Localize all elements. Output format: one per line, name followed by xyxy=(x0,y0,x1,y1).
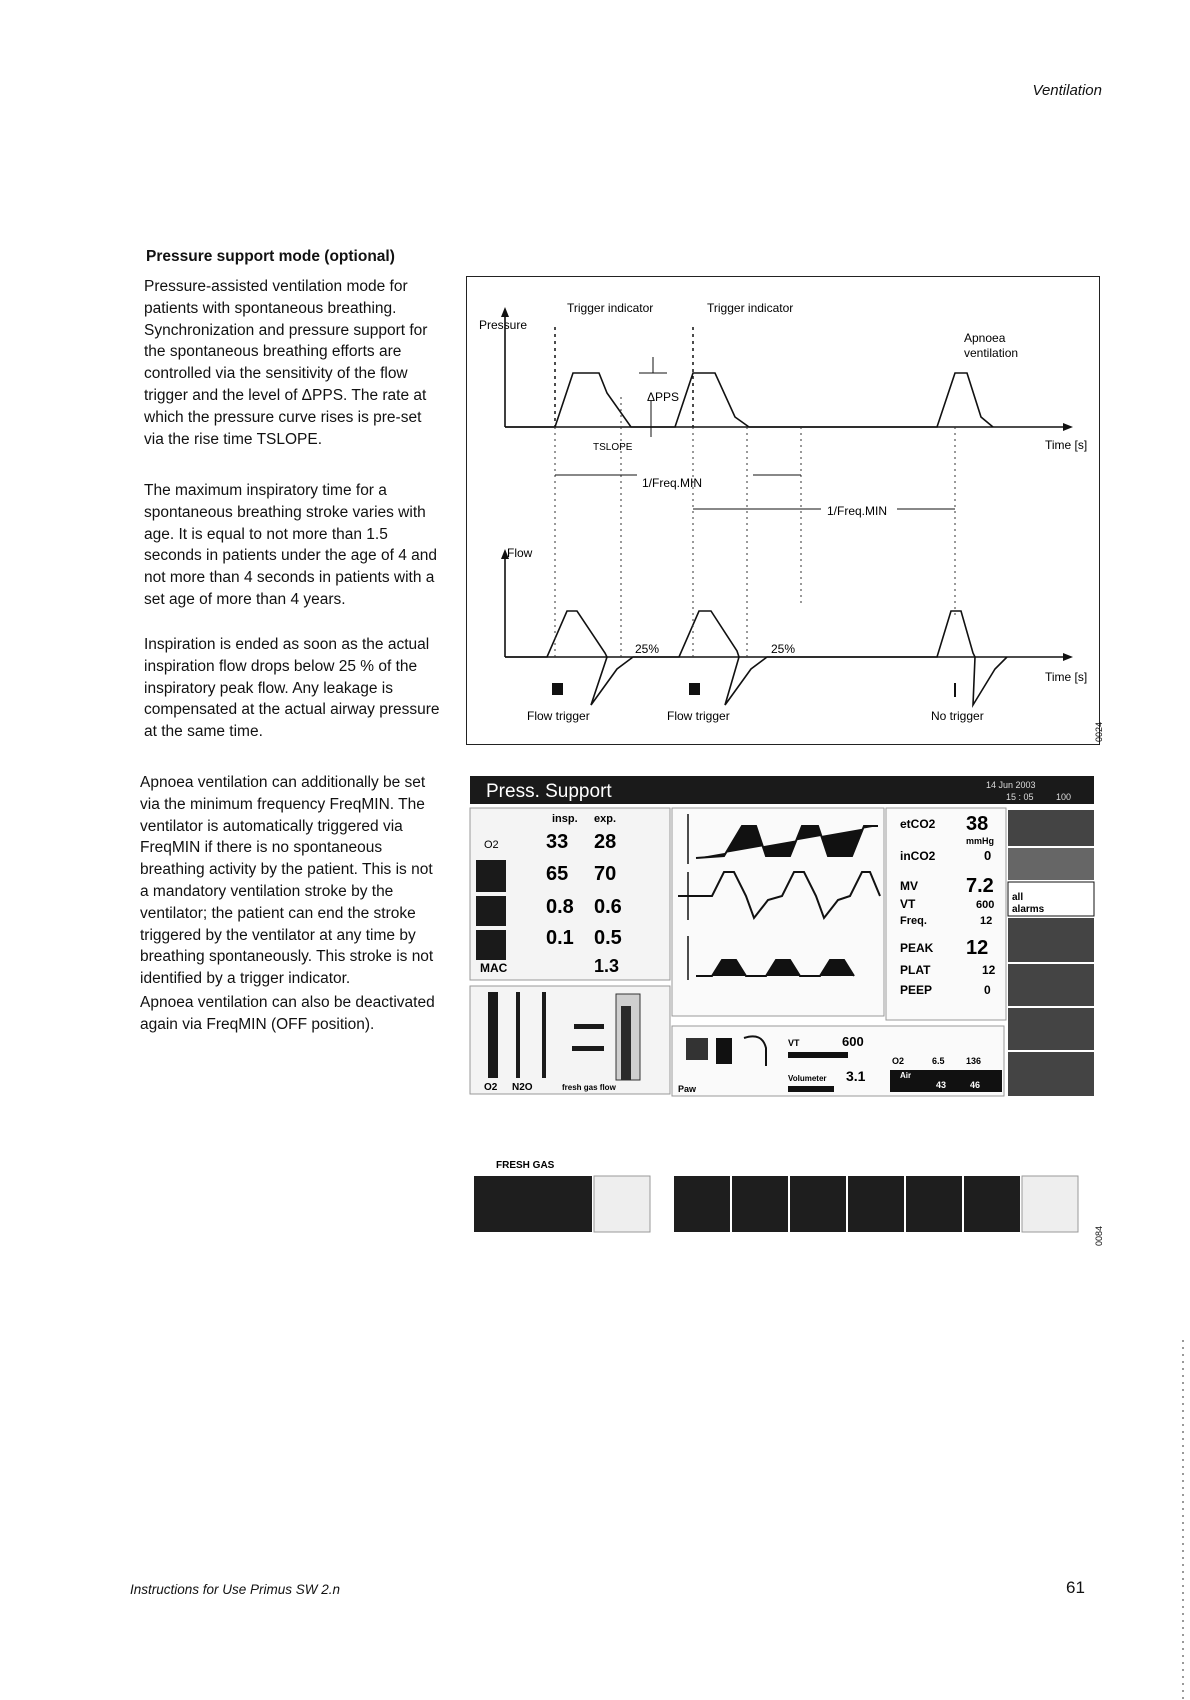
agent-color-block-2 xyxy=(476,896,506,926)
time-axis-label-top: Time [s] xyxy=(1045,438,1088,452)
time-axis-label-bottom: Time [s] xyxy=(1045,670,1088,684)
softkey-4 xyxy=(1008,964,1094,1006)
flow-marker-2 xyxy=(572,1046,604,1051)
flow-waveform xyxy=(505,611,1007,705)
paragraph-insp-end: Inspiration is ended as soon as the actual inspiration flow drops below 25 % of the inspiratory peak flow. Any leakage is compensated at the actual airway pressure at the same time. xyxy=(144,636,440,741)
peep-label: PEEP xyxy=(900,983,933,997)
plat-label: PLAT xyxy=(900,963,931,977)
inco2-value: 0 xyxy=(984,848,992,863)
agent-color-block-1 xyxy=(476,860,506,892)
bottom-key-3 xyxy=(674,1176,730,1232)
fresh-gas-label: FRESH GAS xyxy=(496,1160,555,1171)
paw-waveform xyxy=(696,960,854,976)
bottom-key-2 xyxy=(594,1176,650,1232)
no-trigger-label: No trigger xyxy=(931,709,984,723)
heading: Pressure support mode (optional) xyxy=(146,248,395,265)
delta-pps-label: ΔPPS xyxy=(647,390,680,404)
bottom-key-5 xyxy=(790,1176,846,1232)
absorber-icon xyxy=(716,1038,732,1064)
pressure-waveform xyxy=(505,373,993,427)
figure1-tag: 0024 xyxy=(1094,721,1104,742)
vt-bar xyxy=(788,1052,848,1058)
all-alarms-label-2: alarms xyxy=(1012,904,1045,915)
gas-row-3-exp: 0.6 xyxy=(594,896,622,918)
pct25-label-1: 25% xyxy=(635,642,660,656)
ventilator-screen-figure xyxy=(466,776,1098,1242)
pct25-label-2: 25% xyxy=(771,642,796,656)
freq-min-label-2: 1/Freq.MIN xyxy=(827,504,888,518)
bottom-key-9 xyxy=(1022,1176,1078,1232)
o2-flow-label: O2 xyxy=(892,1056,905,1066)
mv-label: MV xyxy=(900,879,918,893)
apnoea-ventilation-label: ventilation xyxy=(964,346,1019,360)
o2-bar xyxy=(488,992,498,1078)
softkey-1 xyxy=(1008,810,1094,846)
vt-small-label: VT xyxy=(788,1038,800,1048)
gas-panel xyxy=(470,808,670,980)
etco2-unit: mmHg xyxy=(966,836,995,846)
flow-marker-1 xyxy=(574,1024,604,1029)
bottom-key-6 xyxy=(848,1176,904,1232)
gas-row-2-insp: 65 xyxy=(546,863,569,885)
peak-label: PEAK xyxy=(900,941,934,955)
paragraph-max-insp-time: The maximum inspiratory time for a spontaneous breathing stroke varies with age. It is equal to not more than 1.5 seconds in patients under the age of 4 and not more than 4 seconds in patients with a set age of more than 4 years. xyxy=(144,482,437,608)
mv-value: 7.2 xyxy=(966,875,994,897)
right-softkeys xyxy=(1008,810,1094,1096)
tslope-label: TSLOPE xyxy=(593,442,633,453)
time-display: 15 : 05 xyxy=(1006,792,1034,802)
gas-row-1-label: O2 xyxy=(484,839,499,851)
mode-title: Press. Support xyxy=(486,781,612,802)
etco2-value: 38 xyxy=(966,813,989,835)
agent-color-block-3 xyxy=(476,930,506,960)
vt-value: 600 xyxy=(976,899,995,911)
volumeter-value: 3.1 xyxy=(846,1068,866,1084)
time-arrow-top xyxy=(1063,423,1073,431)
flow-tube-1 xyxy=(542,992,546,1078)
o2-flow-val2: 136 xyxy=(966,1056,982,1066)
inco2-label: inCO2 xyxy=(900,849,936,863)
bottom-key-7 xyxy=(906,1176,962,1232)
flow-trigger-label-1: Flow trigger xyxy=(527,709,590,723)
flow-trigger-marker-1 xyxy=(552,683,563,695)
volume-display: 100 xyxy=(1056,792,1072,802)
mac-label: MAC xyxy=(480,961,508,975)
bar-label-n2o: N2O xyxy=(512,1082,533,1093)
freq-min-label-1: 1/Freq.MIN xyxy=(642,476,703,490)
air-label: Air xyxy=(900,1071,912,1080)
apnoea-label: Apnoea xyxy=(964,331,1006,345)
paragraph-intro: Pressure-assisted ventilation mode for patients with spontaneous breathing. Synchronization and pressure support for the spontaneous breathing efforts are controlled via the sensitivity of the flow trigger and the level of ΔPPS. The rate at which the pressure curve rises is pre-set via the rise time TSLOPE. xyxy=(144,278,428,448)
freq-value: 12 xyxy=(980,915,993,927)
vt-label: VT xyxy=(900,897,916,911)
gas-row-2-exp: 70 xyxy=(594,863,617,885)
gas-row-3-insp: 0.8 xyxy=(546,896,574,918)
bottom-keys xyxy=(474,1176,1078,1232)
gas-row-4-insp: 0.1 xyxy=(546,927,574,949)
bag-icon xyxy=(686,1038,708,1060)
trigger-indicator-label-1: Trigger indicator xyxy=(567,301,654,315)
bottom-key-8 xyxy=(964,1176,1020,1232)
n2o-bar xyxy=(516,992,520,1078)
paw-label: Paw xyxy=(678,1084,697,1094)
paragraph-deactivate: Apnoea ventilation can also be deactivated again via FreqMIN (OFF position). xyxy=(140,994,435,1033)
vt-set-value: 600 xyxy=(842,1034,864,1049)
o2-flow-val1: 6.5 xyxy=(932,1056,945,1066)
section-title: Ventilation xyxy=(1032,82,1102,99)
volumeter-bar xyxy=(788,1086,834,1092)
values-panel xyxy=(886,808,1006,1020)
figure2-tag: 0084 xyxy=(1094,1225,1104,1246)
peep-value: 0 xyxy=(984,983,991,997)
flow-trigger-marker-2 xyxy=(689,683,700,695)
fresh-gas-flow-label: fresh gas flow xyxy=(562,1083,616,1092)
freq-label: Freq. xyxy=(900,915,927,927)
pressure-flow-diagram xyxy=(466,276,1100,745)
air-val1: 43 xyxy=(936,1080,947,1090)
etco2-label: etCO2 xyxy=(900,817,936,831)
paragraph-apnoea: Apnoea ventilation can additionally be set via the minimum frequency FreqMIN. The ventilator is automatically triggered via FreqMIN if there is no spontaneous breathing activity by the patient. This is not a mandatory ventilation stroke by the ventilator; the patient can end the stroke triggered by the ventilator at any time by breathing spontaneously. This stroke is not identified by a trigger indicator. xyxy=(140,774,434,988)
trigger-indicator-label-2: Trigger indicator xyxy=(707,301,794,315)
softkey-2 xyxy=(1008,848,1094,880)
all-alarms-label-1: all xyxy=(1012,892,1024,903)
gas-row-1-exp: 28 xyxy=(594,831,617,853)
flow-axis-label: Flow xyxy=(507,546,533,560)
softkey-3 xyxy=(1008,918,1094,962)
mac-value: 1.3 xyxy=(594,956,620,976)
footer-manual: Instructions for Use Primus SW 2.n xyxy=(130,1582,341,1597)
pressure-axis-label: Pressure xyxy=(479,318,528,332)
flow-trigger-label-2: Flow trigger xyxy=(667,709,730,723)
bottom-key-4 xyxy=(732,1176,788,1232)
gas-row-1-insp: 33 xyxy=(546,831,569,853)
bottom-key-1 xyxy=(474,1176,592,1232)
softkey-6 xyxy=(1008,1052,1094,1096)
softkey-5 xyxy=(1008,1008,1094,1050)
exp-label: exp. xyxy=(594,813,617,825)
gas-row-4-exp: 0.5 xyxy=(594,927,622,949)
bar-label-o2: O2 xyxy=(484,1082,498,1093)
insp-label: insp. xyxy=(552,813,578,825)
peak-value: 12 xyxy=(966,937,989,959)
time-arrow-bottom xyxy=(1063,653,1073,661)
scan-edge-artifact xyxy=(1182,1340,1184,1700)
volumeter-label: Volumeter xyxy=(788,1074,827,1083)
pressure-arrow-up xyxy=(501,307,509,317)
page-number: 61 xyxy=(1066,1578,1085,1597)
air-val2: 46 xyxy=(970,1080,981,1090)
date-display: 14 Jun 2003 xyxy=(986,780,1036,790)
lower-info-row xyxy=(672,1026,1004,1096)
plat-value: 12 xyxy=(982,963,996,977)
flow-tube-2-fill xyxy=(621,1006,631,1080)
gas-bars xyxy=(470,986,670,1094)
waveform-panel xyxy=(672,808,884,1016)
